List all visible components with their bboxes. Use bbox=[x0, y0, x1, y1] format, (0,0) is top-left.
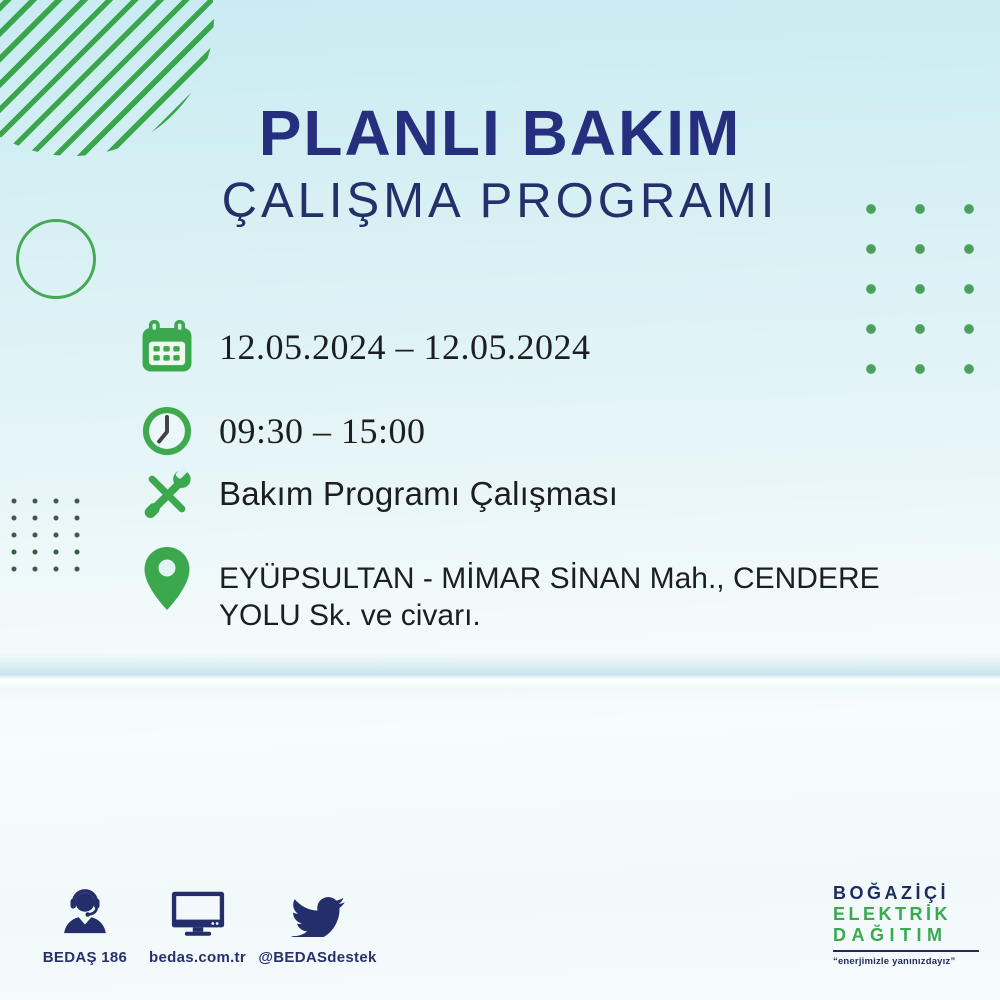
clock-icon bbox=[137, 403, 197, 459]
calendar-icon bbox=[137, 318, 197, 376]
circle-outline-decoration bbox=[16, 219, 96, 299]
dot-grid-left-decoration bbox=[11, 498, 85, 576]
location-pin-icon bbox=[137, 546, 197, 612]
contact-twitter bbox=[255, 882, 380, 966]
schedule-row-worktype bbox=[137, 463, 618, 525]
support-agent-icon bbox=[56, 882, 114, 942]
work-type-text: Bakım Programı Çalışması bbox=[219, 475, 619, 512]
logo-line-dagitim: DAĞITIM bbox=[833, 925, 948, 945]
dot-grid-right-decoration bbox=[866, 204, 982, 380]
logo-line-bogazici: BOĞAZİÇİ bbox=[833, 883, 949, 903]
bedas-company-logo bbox=[833, 883, 985, 967]
schedule-row-location bbox=[137, 546, 924, 634]
contact-label-website: bedas.com.tr bbox=[149, 949, 246, 966]
schedule-row-date bbox=[137, 314, 591, 380]
contact-label-twitter: @BEDASdestek bbox=[258, 949, 377, 966]
schedule-row-time bbox=[137, 399, 426, 463]
page-subtitle: ÇALIŞMA PROGRAMI bbox=[221, 174, 779, 228]
logo-tagline: “enerjimizle yanınızdayız” bbox=[833, 956, 956, 967]
page-title: PLANLI BAKIM bbox=[258, 97, 742, 169]
contact-label-hotline: BEDAŞ 186 bbox=[42, 949, 128, 966]
date-range-text: 12.05.2024 – 12.05.2024 bbox=[219, 327, 591, 367]
wave-divider-decoration bbox=[0, 653, 1000, 701]
contact-hotline bbox=[30, 882, 140, 966]
tools-icon bbox=[137, 466, 197, 522]
contact-website bbox=[140, 882, 255, 966]
logo-divider bbox=[833, 950, 979, 952]
twitter-icon bbox=[291, 892, 345, 942]
location-text: EYÜPSULTAN - MİMAR SİNAN Mah., CENDERE YOLU Sk. ve civarı. bbox=[219, 562, 880, 632]
time-range-text: 09:30 – 15:00 bbox=[219, 411, 426, 451]
logo-line-elektrik: ELEKTRİK bbox=[833, 904, 951, 924]
monitor-icon bbox=[170, 890, 226, 942]
footer-contacts bbox=[30, 882, 380, 966]
